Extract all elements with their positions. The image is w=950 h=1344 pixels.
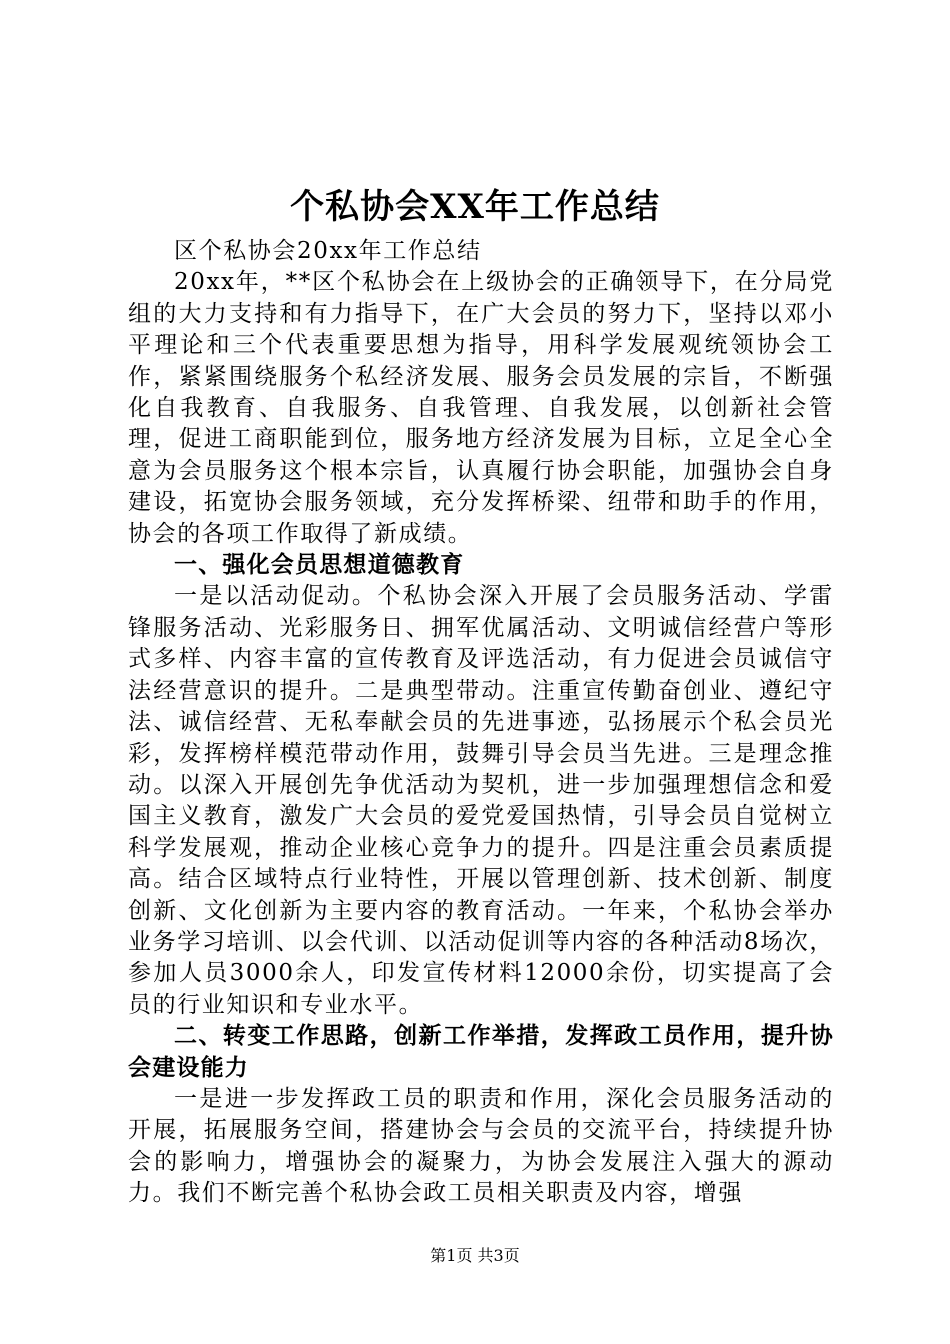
- body-paragraph: 一是以活动促动。个私协会深入开展了会员服务活动、学雷锋服务活动、光彩服务日、拥军优属活动、文明诚信经营户等形式多样、内容丰富的宣传教育及评选活动，有力促进会员诚信守法经营意识的提升。二是典型带动。注重宣传勤奋创业、遵纪守法、诚信经营、无私奉献会员的先进事迹，弘扬展示个私会员光彩，发挥榜样模范带动作用，鼓舞引导会员当先进。三是理念推动。以深入开展创先争优活动为契机，进一步加强理想信念和爱国主义教育，激发广大会员的爱党爱国热情，引导会员自觉树立科学发展观，推动企业核心竞争力的提升。四是注重会员素质提高。结合区域特点行业特性，开展以管理创新、技术创新、制度创新、文化创新为主要内容的教育活动。一年来，个私协会举办业务学习培训、以会代训、以活动促训等内容的各种活动8场次，参加人员3000余人，印发宣传材料12000余份，切实提高了会员的行业知识和专业水平。: [128, 583, 834, 1018]
- body-paragraph: 20xx年，**区个私协会在上级协会的正确领导下，在分局党组的大力支持和有力指导下，在广大会员的努力下，坚持以邓小平理论和三个代表重要思想为指导，用科学发展观统领协会工作，紧紧围绕服务个私经济发展、服务会员发展的宗旨，不断强化自我教育、自我服务、自我管理、自我发展，以创新社会管理，促进工商职能到位，服务地方经济发展为目标，立足全心全意为会员服务这个根本宗旨，认真履行协会职能，加强协会自身建设，拓宽协会服务领域，充分发挥桥梁、纽带和助手的作用，协会的各项工作取得了新成绩。: [128, 269, 834, 547]
- subtitle-paragraph: 区个私协会20xx年工作总结: [174, 238, 482, 264]
- body-paragraph: 一是进一步发挥政工员的职责和作用，深化会员服务活动的开展，拓展服务空间，搭建协会与会员的交流平台，持续提升协会的影响力，增强协会的凝聚力，为协会发展注入强大的源动力。我们不断完善个私协会政工员相关职责及内容，增强: [128, 1085, 834, 1207]
- document-body: [128, 236, 834, 1210]
- section-heading: 一、强化会员思想道德教育: [174, 552, 465, 579]
- page-footer: 第1页 共3页: [430, 1246, 520, 1265]
- section-heading: 二、转变工作思路，创新工作举措，发挥政工员作用，提升协会建设能力: [128, 1023, 834, 1081]
- document-title: 个私协会XX年工作总结: [290, 187, 660, 227]
